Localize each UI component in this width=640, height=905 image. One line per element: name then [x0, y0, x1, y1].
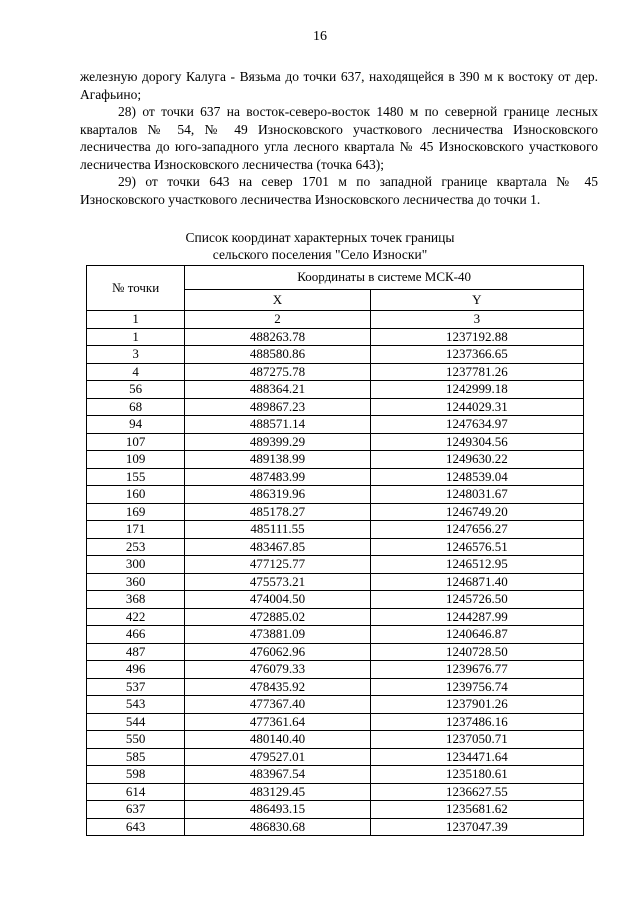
point-number-cell: 56 — [87, 381, 185, 399]
point-number-cell: 160 — [87, 486, 185, 504]
point-number-cell: 466 — [87, 626, 185, 644]
point-number-cell: 155 — [87, 468, 185, 486]
table-row — [87, 801, 584, 819]
x-coordinate-cell: 488263.78 — [185, 328, 371, 346]
y-coordinate-cell: 1244029.31 — [370, 398, 583, 416]
table-row — [87, 381, 584, 399]
point-number-cell: 171 — [87, 521, 185, 539]
x-coordinate-cell: 477125.77 — [185, 556, 371, 574]
point-number-cell: 543 — [87, 696, 185, 714]
table-row — [87, 451, 584, 469]
x-coordinate-cell: 477367.40 — [185, 696, 371, 714]
paragraph-continuation: железную дорогу Калуга - Вязьма до точки 637, находящейся в 390 м к востоку от дер. Агафьино; — [80, 69, 598, 102]
y-coordinate-cell: 1237050.71 — [370, 731, 583, 749]
table-row — [87, 591, 584, 609]
caption-line-1: Список координат характерных точек границы — [185, 230, 455, 245]
x-coordinate-cell: 488580.86 — [185, 346, 371, 364]
point-number-cell: 422 — [87, 608, 185, 626]
table-row — [87, 731, 584, 749]
point-number-cell: 643 — [87, 818, 185, 836]
point-number-cell: 360 — [87, 573, 185, 591]
y-coordinate-cell: 1236627.55 — [370, 783, 583, 801]
x-coordinate-cell: 479527.01 — [185, 748, 371, 766]
y-coordinate-cell: 1237366.65 — [370, 346, 583, 364]
x-coordinate-cell: 473881.09 — [185, 626, 371, 644]
x-coordinate-cell: 488364.21 — [185, 381, 371, 399]
y-coordinate-cell: 1235681.62 — [370, 801, 583, 819]
x-coordinate-cell: 486493.15 — [185, 801, 371, 819]
table-row — [87, 783, 584, 801]
x-coordinate-cell: 478435.92 — [185, 678, 371, 696]
point-number-cell: 368 — [87, 591, 185, 609]
point-number-cell: 94 — [87, 416, 185, 434]
table-body — [87, 328, 584, 836]
y-coordinate-cell: 1246871.40 — [370, 573, 583, 591]
x-header: X — [185, 289, 371, 310]
x-coordinate-cell: 475573.21 — [185, 573, 371, 591]
x-coordinate-cell: 476062.96 — [185, 643, 371, 661]
point-number-cell: 253 — [87, 538, 185, 556]
point-number-cell: 614 — [87, 783, 185, 801]
table-row — [87, 766, 584, 784]
y-coordinate-cell: 1239676.77 — [370, 661, 583, 679]
point-number-cell: 109 — [87, 451, 185, 469]
y-coordinate-cell: 1248539.04 — [370, 468, 583, 486]
point-number-cell: 68 — [87, 398, 185, 416]
point-number-cell: 544 — [87, 713, 185, 731]
caption-line-2: сельского поселения "Село Износки" — [212, 247, 428, 262]
point-number-cell: 3 — [87, 346, 185, 364]
page-number: 16 — [313, 29, 327, 44]
table-row — [87, 818, 584, 836]
paragraph-28: 28) от точки 637 на восток-северо-восток 1480 м по северной границе лесных кварталов № 54, № 49 Износковского участкового лесничества Износковского лесничества до юго-западного угла лесного квартала № 45 Износковского участкового лесничества Износковского лесничества (точка 643); — [80, 104, 598, 172]
x-coordinate-cell: 489138.99 — [185, 451, 371, 469]
point-number-cell: 537 — [87, 678, 185, 696]
table-caption — [0, 229, 640, 263]
y-coordinate-cell: 1237047.39 — [370, 818, 583, 836]
paragraph-29: 29) от точки 643 на север 1701 м по западной границе квартала № 45 Износковского участкового лесничества Износковского лесничества до точки 1. — [80, 174, 598, 207]
coordinate-system-header: Координаты в системе МСК-40 — [185, 266, 584, 290]
table-row — [87, 486, 584, 504]
table-row — [87, 538, 584, 556]
y-coordinate-cell: 1247656.27 — [370, 521, 583, 539]
table-row — [87, 556, 584, 574]
point-number-cell: 637 — [87, 801, 185, 819]
body-text — [80, 68, 598, 208]
x-coordinate-cell: 488571.14 — [185, 416, 371, 434]
point-number-cell: 598 — [87, 766, 185, 784]
y-coordinate-cell: 1247634.97 — [370, 416, 583, 434]
point-number-cell: 169 — [87, 503, 185, 521]
x-coordinate-cell: 474004.50 — [185, 591, 371, 609]
table-row — [87, 416, 584, 434]
table-row — [87, 328, 584, 346]
x-coordinate-cell: 487483.99 — [185, 468, 371, 486]
point-number-cell: 496 — [87, 661, 185, 679]
y-coordinate-cell: 1240646.87 — [370, 626, 583, 644]
point-number-header: № точки — [87, 266, 185, 311]
table-row — [87, 678, 584, 696]
coordinates-table — [86, 265, 584, 836]
table-row — [87, 573, 584, 591]
table-row — [87, 468, 584, 486]
index-cell: 2 — [185, 311, 371, 329]
y-coordinate-cell: 1237192.88 — [370, 328, 583, 346]
x-coordinate-cell: 483129.45 — [185, 783, 371, 801]
y-coordinate-cell: 1249304.56 — [370, 433, 583, 451]
x-coordinate-cell: 477361.64 — [185, 713, 371, 731]
table-row — [87, 661, 584, 679]
table-row — [87, 643, 584, 661]
y-coordinate-cell: 1237901.26 — [370, 696, 583, 714]
x-coordinate-cell: 485178.27 — [185, 503, 371, 521]
table-row — [87, 503, 584, 521]
y-coordinate-cell: 1244287.99 — [370, 608, 583, 626]
index-cell: 1 — [87, 311, 185, 329]
table-row — [87, 626, 584, 644]
y-coordinate-cell: 1246576.51 — [370, 538, 583, 556]
point-number-cell: 300 — [87, 556, 185, 574]
x-coordinate-cell: 472885.02 — [185, 608, 371, 626]
point-number-cell: 585 — [87, 748, 185, 766]
table-row — [87, 608, 584, 626]
table-row — [87, 346, 584, 364]
y-coordinate-cell: 1235180.61 — [370, 766, 583, 784]
x-coordinate-cell: 489399.29 — [185, 433, 371, 451]
table-row — [87, 398, 584, 416]
x-coordinate-cell: 480140.40 — [185, 731, 371, 749]
y-coordinate-cell: 1246749.20 — [370, 503, 583, 521]
y-coordinate-cell: 1248031.67 — [370, 486, 583, 504]
point-number-cell: 487 — [87, 643, 185, 661]
point-number-cell: 1 — [87, 328, 185, 346]
x-coordinate-cell: 486830.68 — [185, 818, 371, 836]
table-row — [87, 363, 584, 381]
x-coordinate-cell: 485111.55 — [185, 521, 371, 539]
y-coordinate-cell: 1237781.26 — [370, 363, 583, 381]
x-coordinate-cell: 487275.78 — [185, 363, 371, 381]
y-coordinate-cell: 1245726.50 — [370, 591, 583, 609]
x-coordinate-cell: 483967.54 — [185, 766, 371, 784]
table-row — [87, 521, 584, 539]
table-row — [87, 748, 584, 766]
table-row — [87, 696, 584, 714]
y-header: Y — [370, 289, 583, 310]
x-coordinate-cell: 483467.85 — [185, 538, 371, 556]
point-number-cell: 107 — [87, 433, 185, 451]
x-coordinate-cell: 489867.23 — [185, 398, 371, 416]
point-number-cell: 550 — [87, 731, 185, 749]
y-coordinate-cell: 1234471.64 — [370, 748, 583, 766]
x-coordinate-cell: 476079.33 — [185, 661, 371, 679]
table-row — [87, 433, 584, 451]
point-number-cell: 4 — [87, 363, 185, 381]
y-coordinate-cell: 1240728.50 — [370, 643, 583, 661]
y-coordinate-cell: 1249630.22 — [370, 451, 583, 469]
index-cell: 3 — [370, 311, 583, 329]
y-coordinate-cell: 1239756.74 — [370, 678, 583, 696]
y-coordinate-cell: 1237486.16 — [370, 713, 583, 731]
table-row — [87, 713, 584, 731]
x-coordinate-cell: 486319.96 — [185, 486, 371, 504]
y-coordinate-cell: 1246512.95 — [370, 556, 583, 574]
y-coordinate-cell: 1242999.18 — [370, 381, 583, 399]
